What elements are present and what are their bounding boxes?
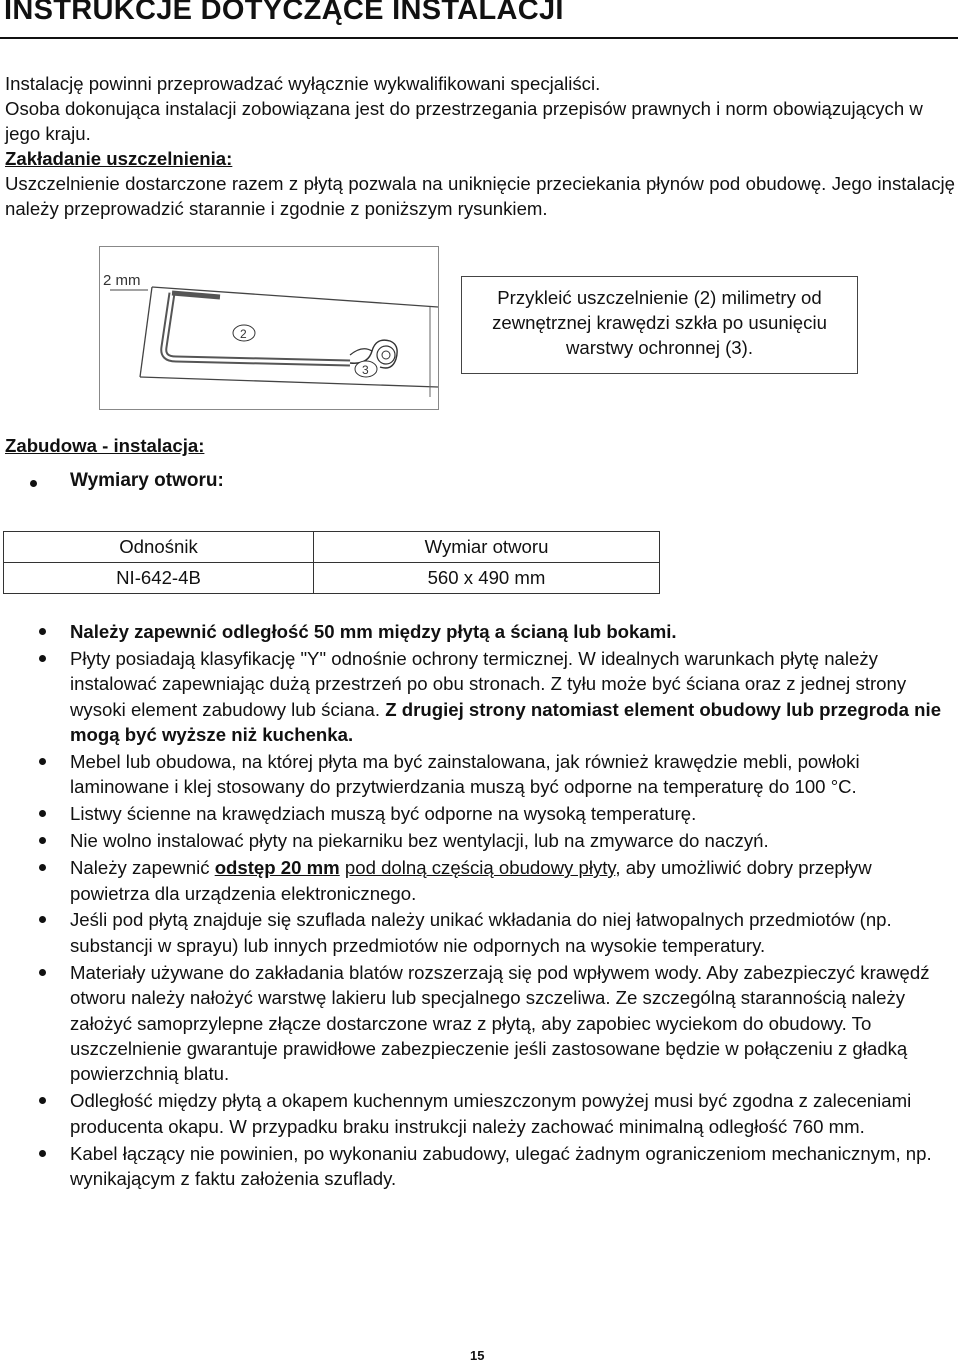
table-row [4,563,660,594]
bullet-dot [30,480,37,487]
bullet-text: Płyty posiadają klasyfikację "Y" odnośnie ochrony termicznej. W idealnych warunkach płytę należy instalować zapewniając dużą przestrzeń po obu stronach. Z tyłu może być ściana oraz z jednej strony wysoki element zabudowy lub ściana. [70,647,907,720]
list-item [0,1088,960,1139]
bullet-text-bold: Z drugiej strony natomiast element obudowy lub przegroda nie mogą być wyższe niż kuchenka. [70,698,942,746]
dims-label: Wymiary otworu: [70,470,224,491]
bullet-text: Kabel łączący nie powinien, po wykonaniu zabudowy, ulegać żadnym ograniczeniom mechanicznym, np. wynikającym z faktu założenia szuflady. [70,1142,932,1190]
list-item [0,1141,960,1192]
bullet-text: Należy zapewnić odległość 50 mm między płytą a ścianą lub bokami. [70,621,677,642]
page-number: 15 [470,1348,485,1363]
list-item [0,801,960,826]
bullet-text: Odległość między płytą a okapem kuchennym umieszczonym powyżej musi być zgodna z zaleceniami producenta okapu. W przypadku braku instrukcji należy zachować minimalną odległość 760 mm. [70,1090,912,1137]
label-2: 2 [240,327,247,341]
page-title: INSTRUKCJE DOTYCZĄCE INSTALACJI [4,0,564,26]
list-item [0,960,960,1087]
list-item [0,646,960,748]
intro-line-qualified: Instalację powinni przeprowadzać wyłącznie wykwalifikowani specjaliści. [5,73,601,94]
table-header-row [4,532,660,563]
bullet-text-underlined: pod dolną częścią obudowy płyty [344,857,616,879]
list-item [0,907,960,958]
seal-diagram [99,246,439,410]
list-item [0,828,960,853]
cutout-dimensions-table [3,531,660,594]
bullet-text: Nie wolno instalować płyty na piekarniku bez wentylacji, lub na zmywarce do naczyń. [70,830,769,852]
bullet-text: Mebel lub obudowa, na której płyta ma być zainstalowana, jak również krawędzie mebli, powłoki laminowane i klej stosowany do przytwierdzania muszą być odporne na temperaturę do 100 °C. [70,751,860,798]
label-3: 3 [362,363,369,377]
bullet-text: , aby umożliwić dobry przepływ powietrza dla urządzenia elektronicznego. [70,857,872,904]
seal-text: Uszczelnienie dostarczone razem z płytą pozwala na uniknięcie przeciekania płynów pod obudowę. Jego instalację należy przeprowadzić starannie i zgodnie z poniższym rysunkiem. [5,173,955,219]
intro-section [5,71,955,221]
bullet-text: Należy zapewnić [70,857,215,879]
seal-heading: Zakładanie uszczelnienia: [5,148,233,169]
seal-diagram-drawing [100,247,438,409]
table-header-dimension: Wymiar otworu [314,532,660,563]
list-item [0,619,960,644]
title-rule [0,37,958,39]
installation-notes-list [0,619,960,1193]
bullet-text: Listwy ścienne na krawędziach muszą być odporne na wysoką temperaturę. [70,803,697,825]
build-heading: Zabudowa - instalacja: [5,435,205,456]
label-2mm: 2 mm [103,272,141,289]
bullet-text-bold: odstęp 20 mm [214,857,340,879]
seal-callout: Przykleić uszczelnienie (2) milimetry od zewnętrznej krawędzi szkła po usunięciu warstwy ochronnej (3). [461,276,858,374]
list-item [0,855,960,906]
list-item [0,749,960,800]
bullet-text: Jeśli pod płytą znajduje się szuflada należy unikać wkładania do niej łatwopalnych przedmiotów (np. substancji w sprayu) lub innych przedmiotów nie odpornych na wysokie temperatury. [70,909,892,956]
bullet-text: Materiały używane do zakładania blatów rozszerzają się pod wpływem wody. Aby zabezpieczyć krawędź otworu należy nałożyć warstwę lakieru lub specjalnego szczeliwa. Ze szczególną starannością należy założyć samoprzylepne złącze dostarczone wraz z płytą, aby zapobiec wyciekom do obudowy. To uszczelnienie gwarantuje prawidłowe zabezpieczenie jeśli zastosowane będzie w połączeniu z gładką powierzchnią blatu. [70,961,930,1085]
table-header-reference: Odnośnik [4,532,314,563]
table-cell-reference: NI-642-4B [4,563,314,594]
table-cell-dimension: 560 x 490 mm [314,563,660,594]
intro-line-regulations: Osoba dokonująca instalacji zobowiązana jest do przestrzegania przepisów prawnych i norm obowiązujących w jego kraju. [5,98,923,144]
